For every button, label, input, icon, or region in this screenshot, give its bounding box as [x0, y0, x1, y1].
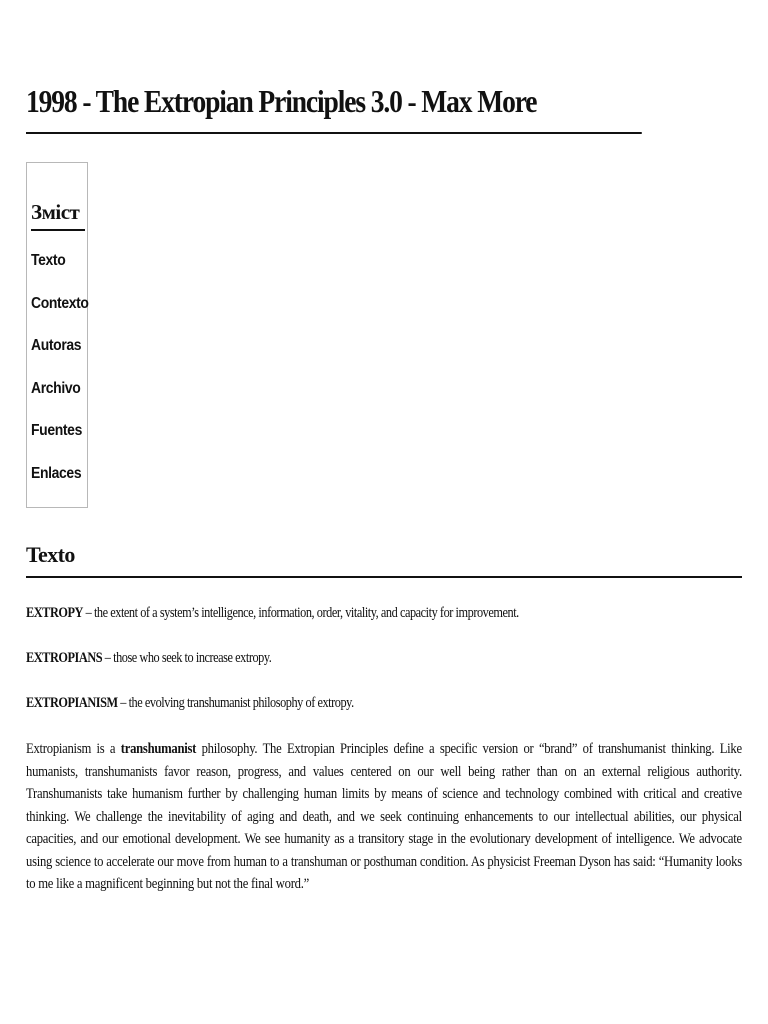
paragraph-text-start: Extropianism is a [26, 741, 121, 757]
definition-text: the evolving transhumanist philosophy of extropy. [128, 695, 354, 711]
definition-term: EXTROPIANS [26, 650, 103, 666]
definition-term: EXTROPY [26, 605, 83, 621]
section-heading: Texto [26, 542, 75, 567]
definition-extropianism [26, 692, 649, 714]
definition-separator: – [117, 695, 129, 711]
definition-separator: – [102, 650, 114, 666]
definition-extropy [26, 602, 649, 624]
toc-link-fuentes[interactable]: Fuentes [31, 422, 82, 439]
table-of-contents [26, 162, 88, 508]
definition-term: EXTROPIANISM [26, 695, 118, 711]
toc-link-contexto[interactable]: Contexto [31, 294, 89, 312]
definition-text: those who seek to increase extropy. [113, 650, 272, 666]
definition-text: the extent of a system’s intelligence, information, order, vitality, and capacity for improvement. [93, 605, 519, 621]
toc-link-texto[interactable]: Texto [31, 252, 66, 269]
definition-separator: – [82, 605, 94, 621]
toc-link-autoras[interactable]: Autoras [31, 337, 82, 354]
toc-link-archivo[interactable]: Archivo [31, 379, 81, 397]
paragraph-bold-term: transhumanist [120, 741, 197, 757]
definition-extropians [26, 647, 649, 669]
toc-heading: Зміст [31, 199, 85, 231]
toc-link-enlaces[interactable]: Enlaces [31, 464, 82, 482]
page-title: 1998 - The Extropian Principles 3.0 - Max More [26, 80, 642, 134]
toc-list [31, 251, 95, 506]
intro-paragraph [26, 738, 742, 896]
section-divider [26, 576, 742, 578]
paragraph-text-rest: philosophy. The Extropian Principles define a specific version or “brand” of transhumanist thinking. Like humanists, transhumanists favor reason, progress, and values centered on our well being rather than on an external religious authority. Transhumanists take humanism further by challenging human limits by means of science and technology combined with critical and creative thinking. We challenge the inevitability of aging and death, and we seek continuing enhancements to our intellectual abilities, our physical capacities, and our emotional development. We see humanity as a transitory stage in the evolutionary development of intelligence. We advocate using science to accelerate our move from human to a transhuman or posthuman condition. As physicist Freeman Dyson has said: “Humanity looks to me like a magnificent beginning but not the final word.” [26, 741, 742, 892]
